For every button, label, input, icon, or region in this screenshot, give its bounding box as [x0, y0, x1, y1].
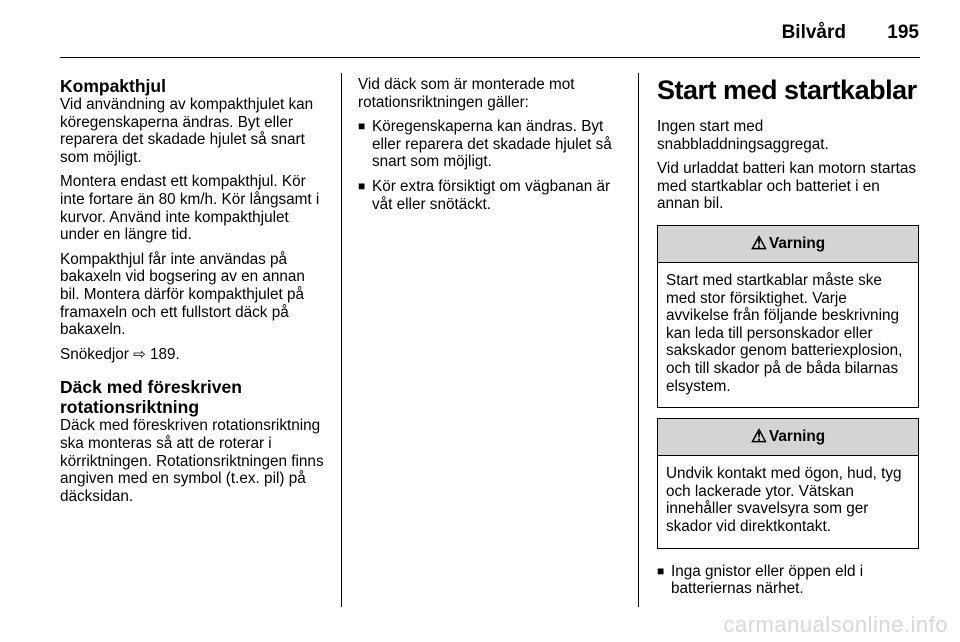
section-title: Bilvård — [781, 22, 846, 43]
list-item: ■ Köregenskaperna kan ändras. Byt eller reparera det skadade hjulet så snart som möjligt. — [358, 118, 612, 171]
heading-compact-wheel: Kompakthjul — [60, 76, 166, 96]
xref-snow-chains — [60, 346, 328, 364]
square-bullet-icon: ■ — [657, 563, 665, 578]
page-number: 195 — [887, 22, 919, 43]
warning-body: Start med startkablar måste ske med stor försiktighet. Varje avvikelse från följande beskrivning kan leda till personskador eller sakskador genom batteriexplosion, och till skador på de båda bilarnas elsystem. — [666, 271, 903, 395]
jump-para-1: Ingen start med snabbladdningsaggregat. — [657, 118, 829, 153]
warning-title: Varning — [769, 428, 826, 446]
compact-para-2: Montera endast ett kompakthjul. Kör inte fortare än 80 km/h. Kör långsamt i kurvor. Använd inte kompakthjulet under en längre tid. — [60, 173, 320, 244]
warning-title: Varning — [769, 235, 826, 253]
jump-para-2: Vid urladdat batteri kan motorn startas med startkablar och batteriet i en annan bil. — [657, 160, 917, 213]
compact-para-3: Kompakthjul får inte användas på bakaxeln vid bogsering av en annan bil. Montera därför kompakthjulet på framaxeln och ett fullstort däck på bakaxeln. — [60, 250, 305, 339]
column-divider-1 — [341, 73, 342, 607]
warning-triangle-icon: ⚠ — [750, 233, 768, 254]
warning-box-2 — [657, 418, 919, 548]
rotation-intro: Vid däck som är monterade mot rotationsriktningen gäller: — [358, 76, 575, 111]
watermark: carmanualsonline.info — [723, 612, 948, 637]
warning-header — [658, 419, 918, 456]
xref-page: 189. — [149, 345, 180, 363]
warning-box-1 — [657, 225, 919, 408]
heading-jump-start: Start med startkablar — [657, 75, 917, 105]
warning-triangle-icon: ⚠ — [750, 426, 768, 447]
xref-label: Snökedjor — [60, 345, 129, 363]
arrow-right-icon: ⇨ — [133, 345, 146, 363]
column-divider-2 — [638, 73, 639, 607]
rotation-para: Däck med föreskriven rotationsriktning ska monteras så att de roterar i körriktningen. Rotationsriktningen finns angiven med en symbol (t.ex. pil) på däcksidan. — [60, 417, 324, 505]
square-bullet-icon: ■ — [358, 178, 366, 193]
compact-para-1: Vid användning av kompakthjulet kan köregenskaperna ändras. Byt eller reparera det skadade hjulet så snart som möjligt. — [60, 96, 314, 166]
column-3 — [657, 74, 919, 605]
page-header — [0, 0, 960, 58]
list-item: ■ Inga gnistor eller öppen eld i batteriernas närhet. — [657, 562, 864, 598]
square-bullet-icon: ■ — [358, 119, 366, 134]
header-rule — [60, 57, 920, 58]
list-item: ■ Kör extra försiktigt om vägbanan är våt eller snötäckt. — [358, 177, 611, 213]
heading-rotation-tyres: Däck med föreskriven rotationsriktning — [60, 377, 242, 418]
warning-body: Undvik kontakt med ögon, hud, tyg och lackerade ytor. Vätskan innehåller svavelsyra som ger skador vid direktkontakt. — [666, 465, 902, 535]
warning-header — [658, 226, 918, 263]
column-1 — [60, 76, 328, 512]
column-2 — [358, 76, 624, 220]
